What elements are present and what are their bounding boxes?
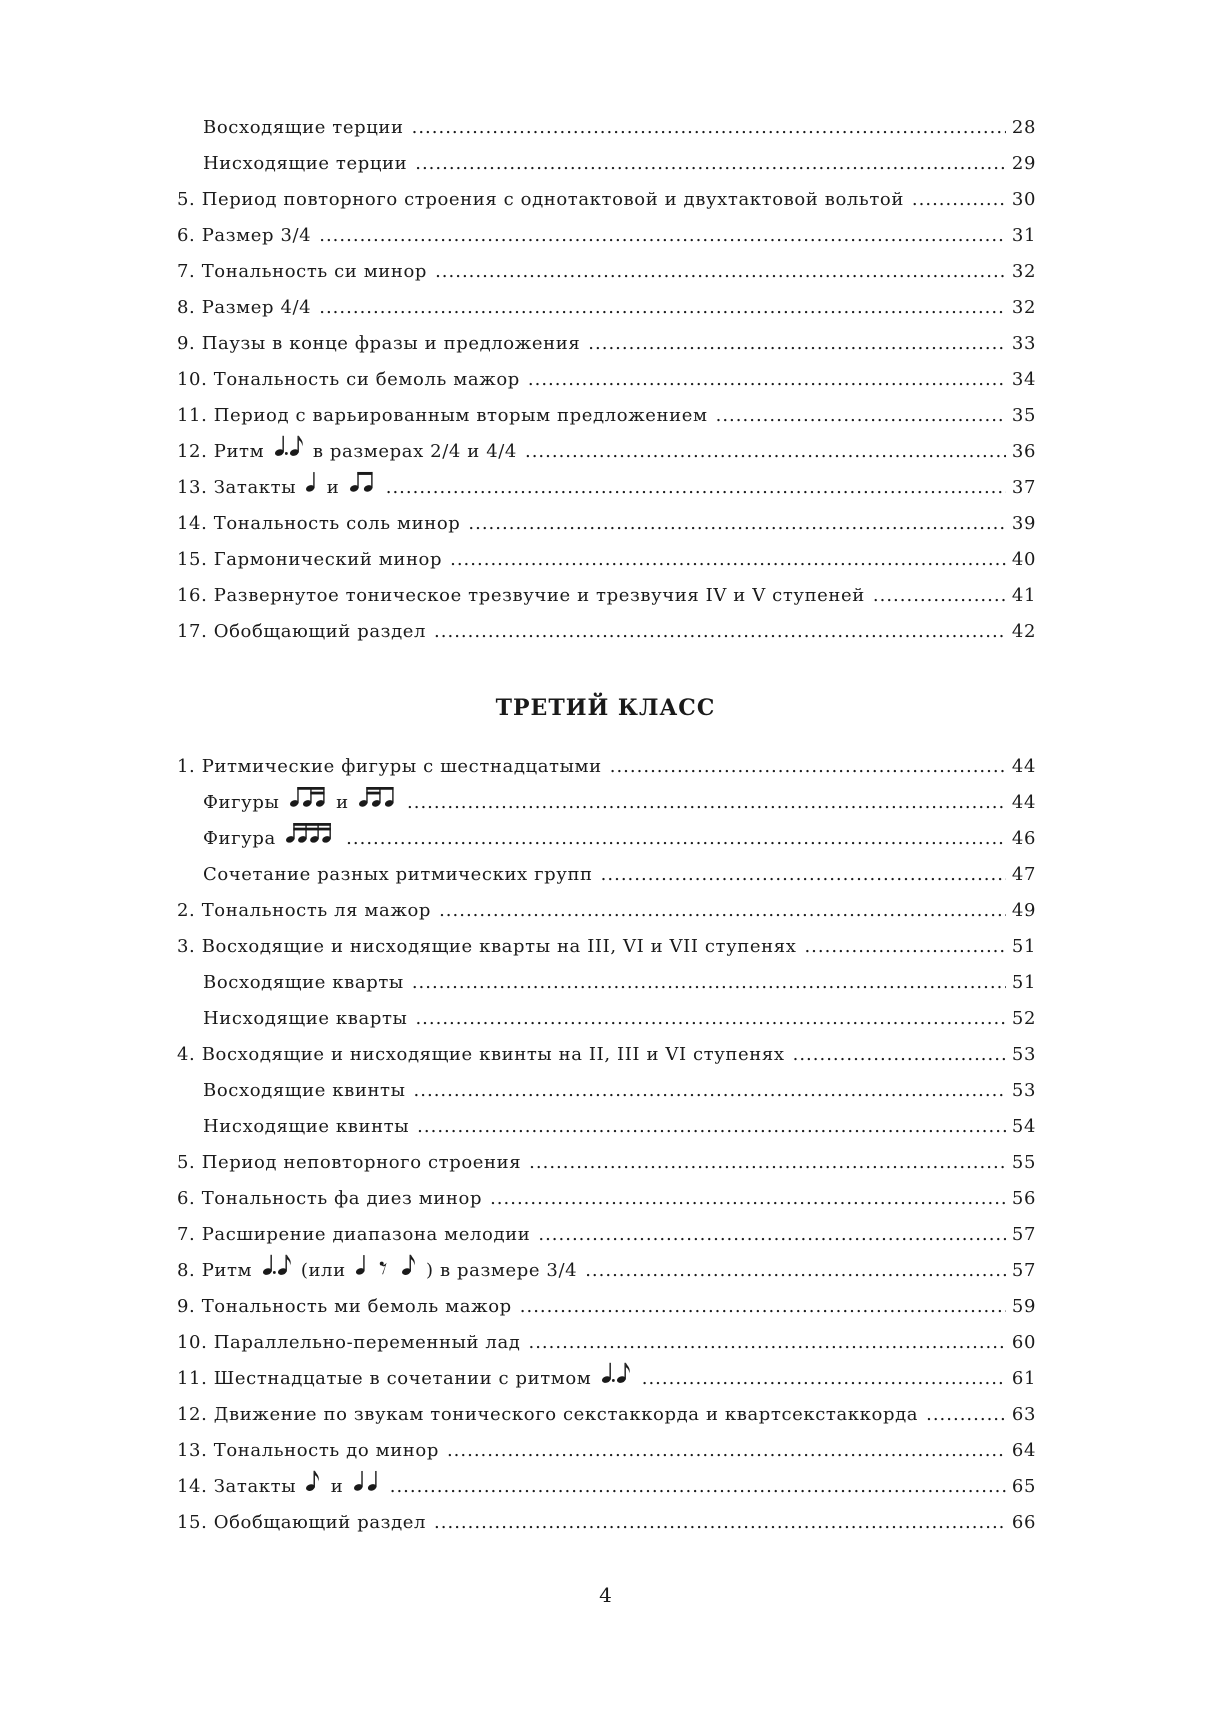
eighth-rest-icon xyxy=(379,1253,388,1276)
toc-entry[interactable] xyxy=(177,1505,1036,1541)
toc-entry-page: 40 xyxy=(1011,549,1036,570)
toc-entry-page: 65 xyxy=(1011,1476,1036,1497)
dotted-quarter-and-eighth-notes-icon xyxy=(274,434,304,457)
toc-entry[interactable] xyxy=(177,254,1036,290)
toc-entry-title: 6. Тональность фа диез минор xyxy=(177,1188,483,1209)
toc-entry[interactable] xyxy=(177,749,1036,785)
toc-entry-page: 29 xyxy=(1011,153,1036,174)
eighth-note-icon xyxy=(401,1253,417,1276)
dot-leader xyxy=(439,893,1006,929)
toc-entry[interactable] xyxy=(177,1109,1036,1145)
toc-entry-title: 9. Тональность ми бемоль мажор xyxy=(177,1296,512,1317)
toc-entry[interactable] xyxy=(177,542,1036,578)
toc-entry-title: 15. Гармонический минор xyxy=(177,549,443,570)
toc-entry[interactable] xyxy=(177,434,1036,470)
toc-entry-title: 3. Восходящие и нисходящие кварты на III, VI и VII ступенях xyxy=(177,936,797,957)
toc-entry-page: 37 xyxy=(1011,477,1036,498)
toc-entry-title: 15. Обобщающий раздел xyxy=(177,1512,427,1533)
dot-leader xyxy=(912,182,1006,218)
toc-entry[interactable] xyxy=(177,1217,1036,1253)
toc-entry-title: 16. Развернутое тоническое трезвучие и трезвучия IV и V ступеней xyxy=(177,585,865,606)
dot-leader xyxy=(525,434,1006,470)
toc-entry-title xyxy=(177,470,378,506)
toc-entry-title: 7. Расширение диапазона мелодии xyxy=(177,1224,531,1245)
toc-entry-title-part: 14. Затакты xyxy=(177,1476,297,1497)
dot-leader xyxy=(529,1145,1006,1181)
dot-leader xyxy=(434,1505,1006,1541)
toc-entry-title: Нисходящие кварты xyxy=(203,1008,408,1029)
toc-entry-title-part: 12. Ритм xyxy=(177,441,265,462)
toc-entry-page: 55 xyxy=(1011,1152,1036,1173)
toc-entry[interactable] xyxy=(177,506,1036,542)
dotted-quarter-and-eighth-notes-icon xyxy=(262,1253,292,1276)
toc-entry[interactable] xyxy=(177,1001,1036,1037)
toc-entry[interactable] xyxy=(177,1145,1036,1181)
toc-entry[interactable] xyxy=(177,614,1036,650)
toc-entry-title: Восходящие квинты xyxy=(203,1080,406,1101)
toc-entry-title: 1. Ритмические фигуры с шестнадцатыми xyxy=(177,756,602,777)
toc-entry[interactable] xyxy=(177,1361,1036,1397)
dot-leader xyxy=(520,1289,1006,1325)
toc-entry[interactable] xyxy=(177,857,1036,893)
dot-leader xyxy=(588,326,1006,362)
eighth-two-sixteenths-icon xyxy=(289,785,327,808)
beamed-two-eighths-icon xyxy=(349,470,375,493)
toc-entry-title-part: Фигура xyxy=(203,828,276,849)
toc-entry-title: 12. Движение по звукам тонического секстаккорда и квартсекстаккорда xyxy=(177,1404,919,1425)
toc-entry[interactable] xyxy=(177,821,1036,857)
toc-entry[interactable] xyxy=(177,470,1036,506)
toc-entry-page: 61 xyxy=(1011,1368,1036,1389)
toc-entry-title-part: Фигуры xyxy=(203,792,280,813)
toc-entry-title-part: ) в размере 3/4 xyxy=(426,1260,578,1281)
toc-entry-title xyxy=(203,785,399,821)
toc-entry-title: 13. Тональность до минор xyxy=(177,1440,439,1461)
dot-leader xyxy=(415,1001,1005,1037)
toc-entry[interactable] xyxy=(177,146,1036,182)
section-heading: ТРЕТИЙ КЛАСС xyxy=(495,695,716,721)
toc-entry-page: 64 xyxy=(1011,1440,1036,1461)
dot-leader xyxy=(386,470,1006,506)
toc-entry[interactable] xyxy=(177,362,1036,398)
toc-entry-title: Восходящие терции xyxy=(203,117,404,138)
toc-entry-page: 56 xyxy=(1011,1188,1036,1209)
dot-leader xyxy=(490,1181,1006,1217)
dot-leader xyxy=(585,1253,1006,1289)
toc-entry-page: 44 xyxy=(1011,756,1036,777)
toc-entry-page: 31 xyxy=(1011,225,1036,246)
toc-entry-page: 49 xyxy=(1011,900,1036,921)
toc-entry-title: Сочетание разных ритмических групп xyxy=(203,864,593,885)
toc-entry[interactable] xyxy=(177,110,1036,146)
dot-leader xyxy=(447,1433,1006,1469)
toc-entry[interactable] xyxy=(177,929,1036,965)
dot-leader xyxy=(407,785,1006,821)
toc-entry-title: 10. Параллельно-переменный лад xyxy=(177,1332,521,1353)
dot-leader xyxy=(610,749,1006,785)
toc-entry-title: 10. Тональность си бемоль мажор xyxy=(177,369,520,390)
toc-entry[interactable] xyxy=(177,1073,1036,1109)
quarter-note-icon xyxy=(355,1253,367,1276)
toc-entry-page: 52 xyxy=(1011,1008,1036,1029)
toc-entry-title-part: 8. Ритм xyxy=(177,1260,253,1281)
toc-entry-title: 2. Тональность ля мажор xyxy=(177,900,432,921)
toc-entry[interactable] xyxy=(177,218,1036,254)
toc-entry[interactable] xyxy=(177,398,1036,434)
toc-entry-page: 60 xyxy=(1011,1332,1036,1353)
toc-entry-page: 47 xyxy=(1011,864,1036,885)
dot-leader xyxy=(434,614,1006,650)
dot-leader xyxy=(804,929,1005,965)
toc-entry[interactable] xyxy=(177,1469,1036,1505)
toc-entry-title-part: в размерах 2/4 и 4/4 xyxy=(312,441,517,462)
dot-leader xyxy=(450,542,1006,578)
toc-entry-page: 35 xyxy=(1011,405,1036,426)
toc-entry-page: 41 xyxy=(1011,585,1036,606)
dot-leader xyxy=(873,578,1006,614)
toc-entry-title: Нисходящие терции xyxy=(203,153,408,174)
dot-leader xyxy=(793,1037,1006,1073)
two-sixteenths-eighth-icon xyxy=(358,785,396,808)
toc-second-grade-continued xyxy=(177,110,1036,650)
dot-leader xyxy=(642,1361,1006,1397)
toc-entry-title xyxy=(203,821,338,857)
dot-leader xyxy=(390,1469,1006,1505)
toc-entry-page: 66 xyxy=(1011,1512,1036,1533)
toc-entry-title: 5. Период повторного строения с однотактовой и двухтактовой вольтой xyxy=(177,189,904,210)
dotted-quarter-and-eighth-notes-icon xyxy=(601,1361,631,1384)
toc-entry[interactable] xyxy=(177,965,1036,1001)
dot-leader xyxy=(435,254,1006,290)
toc-entry-page: 32 xyxy=(1011,261,1036,282)
toc-entry-title xyxy=(177,434,517,470)
toc-entry-title: 14. Тональность соль минор xyxy=(177,513,461,534)
dot-leader xyxy=(528,1325,1005,1361)
toc-entry-page: 53 xyxy=(1011,1044,1036,1065)
toc-entry[interactable] xyxy=(177,1397,1036,1433)
toc-entry-page: 32 xyxy=(1011,297,1036,318)
toc-entry-title: 5. Период неповторного строения xyxy=(177,1152,522,1173)
toc-entry-page: 42 xyxy=(1011,621,1036,642)
toc-entry-title: Восходящие кварты xyxy=(203,972,404,993)
toc-entry-title-part: (или xyxy=(300,1260,346,1281)
dot-leader xyxy=(417,1109,1006,1145)
toc-entry-page: 59 xyxy=(1011,1296,1036,1317)
toc-entry-title: Нисходящие квинты xyxy=(203,1116,410,1137)
toc-entry-page: 46 xyxy=(1011,828,1036,849)
toc-entry-title: 17. Обобщающий раздел xyxy=(177,621,427,642)
toc-entry-page: 57 xyxy=(1011,1224,1036,1245)
dot-leader xyxy=(414,1073,1006,1109)
toc-entry-title: 9. Паузы в конце фразы и предложения xyxy=(177,333,581,354)
toc-entry-page: 63 xyxy=(1011,1404,1036,1425)
toc-entry[interactable] xyxy=(177,785,1036,821)
toc-entry[interactable] xyxy=(177,1037,1036,1073)
toc-entry-title: 7. Тональность си минор xyxy=(177,261,428,282)
toc-entry-title: 6. Размер 3/4 xyxy=(177,225,312,246)
dot-leader xyxy=(319,218,1006,254)
dot-leader xyxy=(926,1397,1006,1433)
dot-leader xyxy=(528,362,1006,398)
toc-entry[interactable] xyxy=(177,1289,1036,1325)
eighth-note-icon xyxy=(305,1469,321,1492)
toc-entry[interactable] xyxy=(177,1181,1036,1217)
toc-entry[interactable] xyxy=(177,1433,1036,1469)
toc-entry-page: 30 xyxy=(1011,189,1036,210)
toc-entry[interactable] xyxy=(177,1253,1036,1289)
toc-third-grade xyxy=(177,749,1036,1541)
toc-entry-title xyxy=(177,1253,577,1289)
toc-entry-title xyxy=(177,1469,382,1505)
toc-entry-page: 28 xyxy=(1011,117,1036,138)
dot-leader xyxy=(468,506,1006,542)
toc-entry-page: 51 xyxy=(1011,936,1036,957)
dot-leader xyxy=(415,146,1006,182)
toc-entry-title xyxy=(177,1361,634,1397)
toc-entry-title-part: 11. Шестнадцатые в сочетании с ритмом xyxy=(177,1368,592,1389)
toc-entry-page: 33 xyxy=(1011,333,1036,354)
toc-entry-title: 8. Размер 4/4 xyxy=(177,297,312,318)
dot-leader xyxy=(346,821,1006,857)
toc-entry-page: 44 xyxy=(1011,792,1036,813)
toc-entry-page: 39 xyxy=(1011,513,1036,534)
toc-entry[interactable] xyxy=(177,182,1036,218)
toc-entry-title-part: и xyxy=(326,477,340,498)
toc-entry[interactable] xyxy=(177,578,1036,614)
two-quarter-notes-icon xyxy=(353,1469,379,1492)
toc-entry-title: 4. Восходящие и нисходящие квинты на II, III и VI ступенях xyxy=(177,1044,785,1065)
toc-entry[interactable] xyxy=(177,893,1036,929)
dot-leader xyxy=(412,965,1006,1001)
toc-entry[interactable] xyxy=(177,326,1036,362)
toc-entry-page: 36 xyxy=(1011,441,1036,462)
dot-leader xyxy=(601,857,1006,893)
toc-entry-title-part: и xyxy=(336,792,349,813)
toc-entry-page: 54 xyxy=(1011,1116,1036,1137)
toc-entry[interactable] xyxy=(177,290,1036,326)
dot-leader xyxy=(412,110,1006,146)
four-sixteenths-icon xyxy=(285,821,335,844)
toc-entry-page: 34 xyxy=(1011,369,1036,390)
toc-entry-title-part: 13. Затакты xyxy=(177,477,297,498)
toc-entry-title-part: и xyxy=(330,1476,344,1497)
dot-leader xyxy=(538,1217,1006,1253)
dot-leader xyxy=(716,398,1006,434)
quarter-note-icon xyxy=(305,470,317,493)
toc-entry-page: 53 xyxy=(1011,1080,1036,1101)
page-number: 4 xyxy=(599,1583,612,1607)
toc-entry-page: 51 xyxy=(1011,972,1036,993)
dot-leader xyxy=(319,290,1006,326)
toc-entry-page: 57 xyxy=(1011,1260,1036,1281)
toc-entry-title: 11. Период с варьированным вторым предложением xyxy=(177,405,708,426)
toc-entry[interactable] xyxy=(177,1325,1036,1361)
